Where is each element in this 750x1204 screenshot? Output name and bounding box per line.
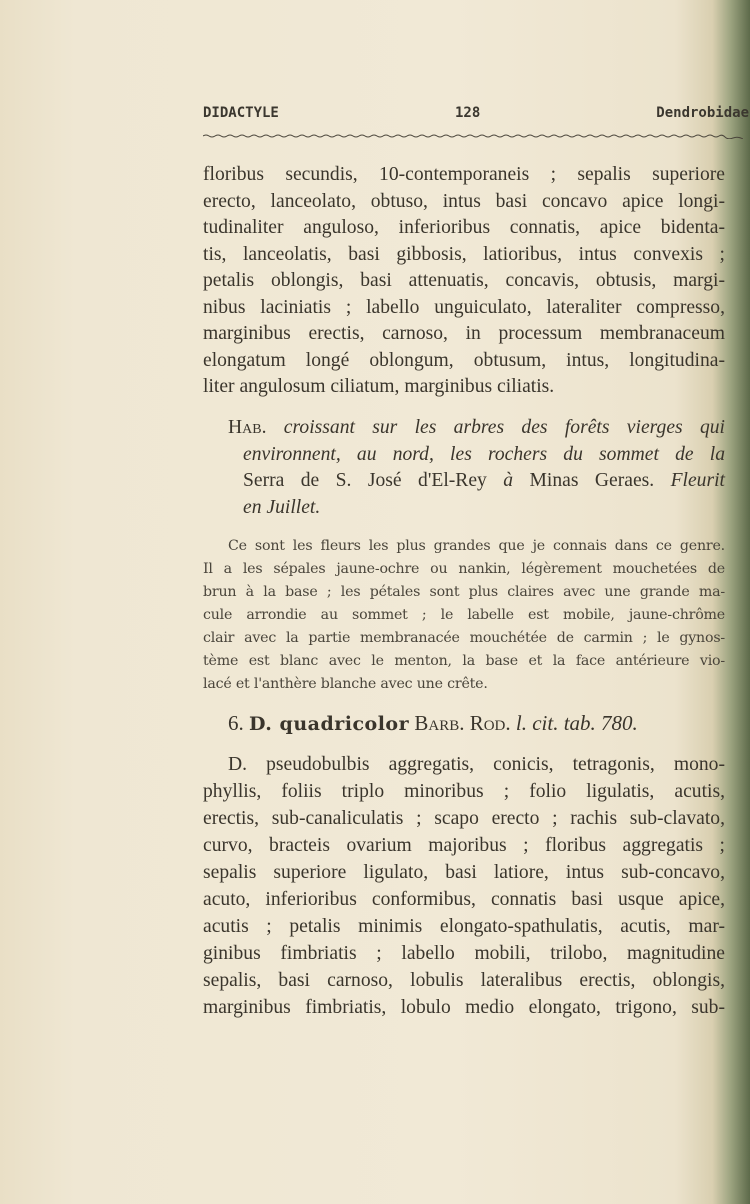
text-line: erecto, lanceolato, obtuso, intus basi concavo apice longi-: [203, 191, 725, 212]
text-line: marginibus erectis, carnoso, in processum membranaceum: [203, 323, 725, 344]
habitat-text: Minas Geraes.: [513, 470, 671, 491]
text-line: [228, 417, 725, 439]
header-family-name: Dendrobidae: [656, 105, 749, 121]
header-section-title: DIDACTYLE: [203, 105, 279, 121]
running-header: [203, 101, 749, 125]
species-author: Barb. Rod.: [409, 711, 516, 735]
text-line: tis, lanceolatis, basi gibbosis, latioribus, intus convexis ;: [203, 244, 725, 265]
habitat-label: Hab.: [228, 417, 267, 438]
text-line: ginibus fimbriatis ; labello mobili, trilobo, magnitudine: [203, 943, 725, 964]
text-line: phyllis, foliis triplo minoribus ; folio ligulatis, acutis,: [203, 781, 725, 802]
species-heading: [228, 711, 638, 736]
text-line: liter angulosum ciliatum, marginibus ciliatis.: [203, 376, 555, 397]
text-line: lacé et l'anthère blanche avec une crête.: [203, 676, 488, 692]
species-reference: l. cit. tab. 780.: [515, 711, 638, 735]
habitat-text: Serra de S. José d'El-Rey: [243, 470, 504, 491]
text-line: environnent, au nord, les rochers du sommet de la: [243, 444, 725, 465]
header-wavy-rule: [203, 133, 743, 139]
text-line: cule arrondie au sommet ; le labelle est mobile, jaune-chrôme: [203, 607, 725, 623]
text-line: D. pseudobulbis aggregatis, conicis, tetragonis, mono-: [228, 754, 725, 775]
text-line: curvo, bracteis ovarium majoribus ; floribus aggregatis ;: [203, 835, 725, 856]
text-line: acutis ; petalis minimis elongato-spathulatis, acutis, mar-: [203, 916, 725, 937]
text-line: petalis oblongis, basi attenuatis, concavis, obtusis, margi-: [203, 270, 725, 291]
text-line: brun à la base ; les pétales sont plus claires avec une grande ma-: [203, 584, 725, 600]
text-line: clair avec la partie membranacée mouchétée de carmin ; le gynos-: [203, 630, 725, 646]
habitat-text: Fleurit: [670, 470, 725, 491]
page-number: 128: [455, 105, 481, 121]
text-line: acuto, inferioribus conformibus, connatis basi usque apice,: [203, 889, 725, 910]
habitat-text: à: [503, 470, 514, 491]
text-line: erectis, sub-canaliculatis ; scapo erecto ; rachis sub-clavato,: [203, 808, 725, 829]
text-line: marginibus fimbriatis, lobulo medio elongato, trigono, sub-: [203, 997, 725, 1018]
text-line: tudinaliter anguloso, inferioribus connatis, apice bidenta-: [203, 217, 725, 238]
text-line: tème est blanc avec le menton, la base et la face antérieure vio-: [203, 653, 725, 669]
habitat-text: croissant sur les arbres des forêts vierges qui: [266, 417, 725, 438]
text-line: floribus secundis, 10-contemporaneis ; sepalis superiore: [203, 164, 725, 185]
text-line: Ce sont les fleurs les plus grandes que je connais dans ce genre.: [228, 538, 725, 554]
species-name: D. quadricolor: [249, 713, 410, 735]
text-line: sepalis superiore ligulato, basi latiore, intus sub-concavo,: [203, 862, 725, 883]
species-number: 6.: [228, 711, 249, 735]
text-line: Il a les sépales jaune-ochre ou nankin, légèrement mouchetées de: [203, 561, 725, 577]
text-line: sepalis, basi carnoso, lobulis lateralibus erectis, oblongis,: [203, 970, 725, 991]
text-line: elongatum longé oblongum, obtusum, intus, longitudina-: [203, 350, 725, 371]
text-line: en Juillet.: [243, 497, 321, 518]
text-line: [243, 470, 725, 492]
text-line: nibus laciniatis ; labello unguiculato, lateraliter compresso,: [203, 297, 725, 318]
